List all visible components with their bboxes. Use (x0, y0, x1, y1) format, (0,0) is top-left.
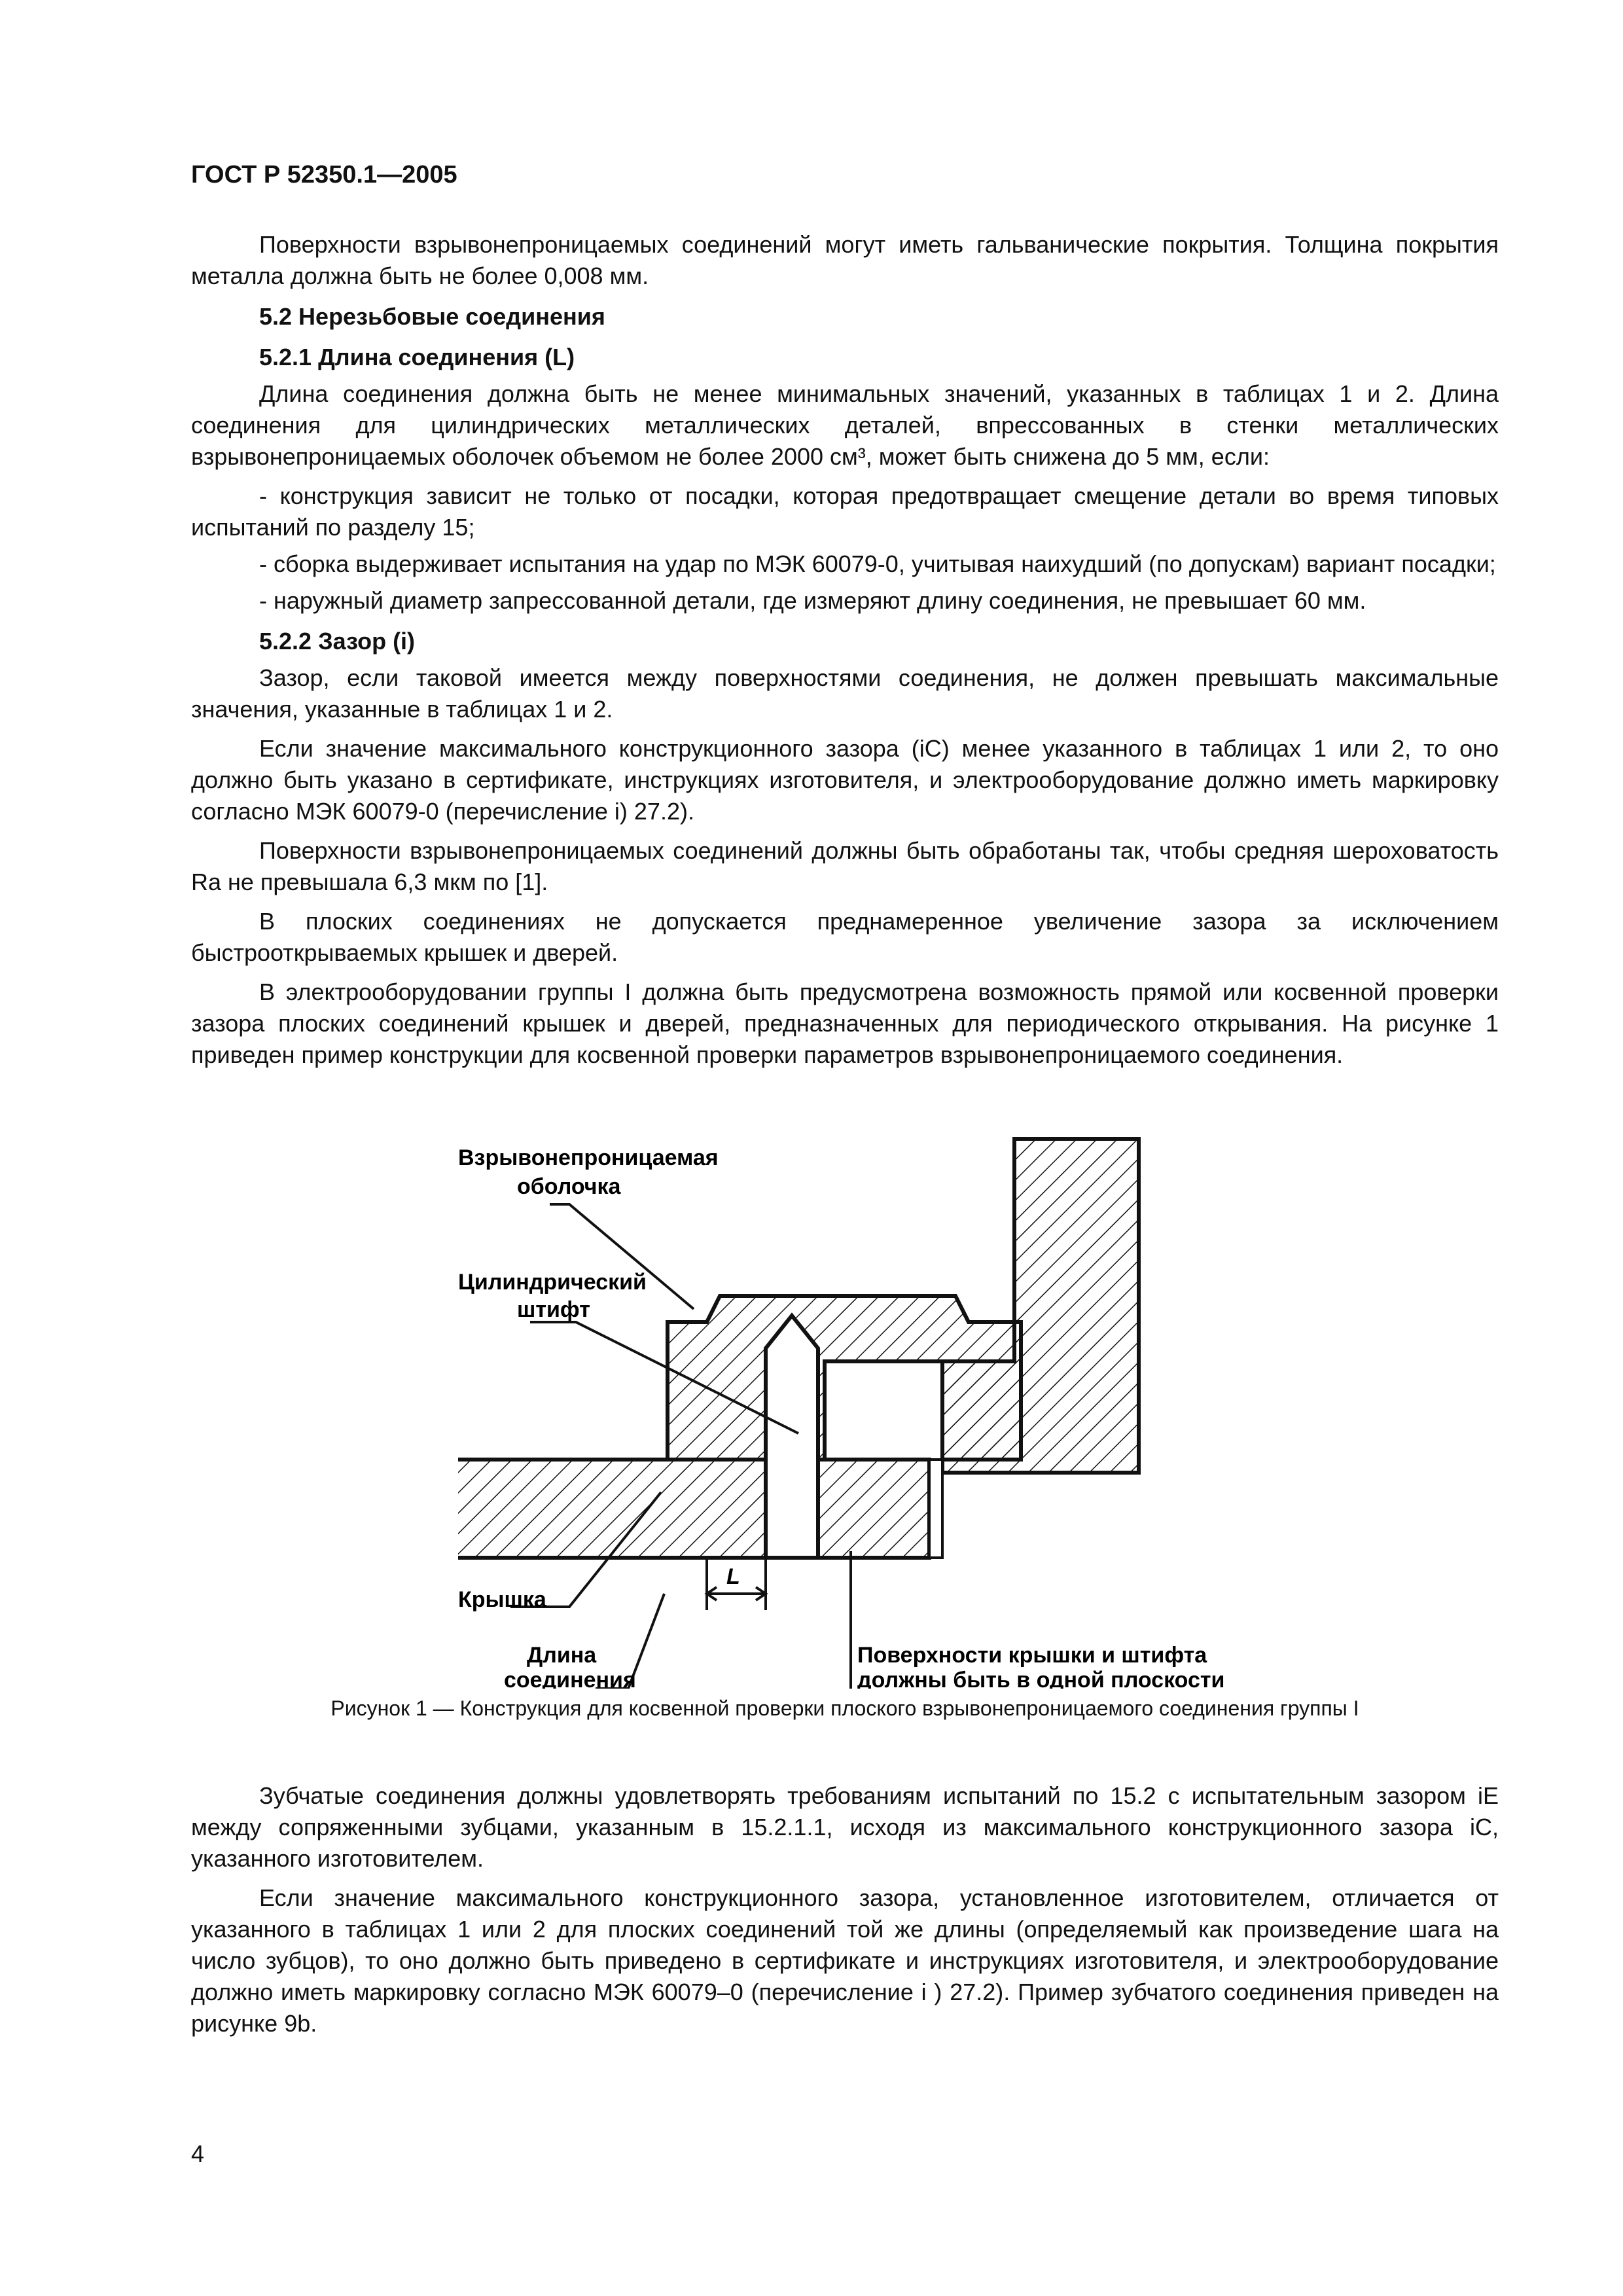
paragraph-5-2-2-1: Зазор, если таковой имеется между поверхностями соединения, не должен превышать максимальные значения, указанные в таблицах 1 и 2. (191, 664, 1499, 723)
label-pin-line1: Цилиндрический (458, 1270, 647, 1295)
label-L: L (726, 1564, 740, 1589)
paragraph-5-2-2-4: В плоских соединениях не допускается преднамеренное увеличение зазора за исключением быстрооткрываемых крышек и дверей. (191, 908, 1499, 966)
intro-paragraph: Поверхности взрывонепроницаемых соединений могут иметь гальванические покрытия. Толщина покрытия металла должна быть не более 0,008 мм. (191, 231, 1499, 289)
cover-plate (458, 1460, 929, 1558)
paragraph-bottom-2: Если значение максимального конструкционного зазора, установленное изготовителем, отличается от указанного в таблицах 1 или 2 для плоских соединений той же длины (определяемый как произведение шага на число зубцов), то оно должно быть приведено в сертификате и инструкциях изготовителя, и электрооборудование должно иметь маркировку согласно МЭК 60079–0 (перечисление i ) 27.2). Пример зубчатого соединения приведен на рисунке 9b. (191, 1884, 1499, 2037)
paragraph-5-2-2-2: Если значение максимального конструкционного зазора (iC) менее указанного в таблицах 1 или 2, то оно должно быть указано в сертификате, инструкциях изготовителя, и электрооборудование должно иметь маркировку согласно МЭК 60079-0 (перечисление i) 27.2). (191, 735, 1499, 825)
label-length-line2: соединения (504, 1668, 636, 1689)
label-pin-line2: штифт (517, 1297, 590, 1322)
figure-caption: Рисунок 1 — Конструкция для косвенной проверки плоского взрывонепроницаемого соединения группы I (330, 1696, 1359, 1720)
paragraph-5-2-2-3: Поверхности взрывонепроницаемых соединений должны быть обработаны так, чтобы средняя шероховатость Ra не превышала 6,3 мкм по [1]. (191, 837, 1499, 895)
paragraph-5-2-2-5: В электрооборудовании группы I должна быть предусмотрена возможность прямой или косвенной проверки зазора плоских соединений крышек и дверей, предназначенных для периодического открывания. На рисунке 1 приведен пример конструкции для косвенной проверки параметров взрывонепроницаемого соединения. (191, 978, 1499, 1068)
figure-1 (458, 1126, 1243, 1689)
paragraph-bottom-1: Зубчатые соединения должны удовлетворять требованиям испытаний по 15.2 с испытательным зазором iE между сопряженными зубцами, указанным в 15.2.1.1, исходя из максимального конструкционного зазора iC, указанного изготовителем. (191, 1782, 1499, 1872)
section-heading-5-2: 5.2 Нерезьбовые соединения (259, 303, 605, 330)
label-surface-line2: должны быть в одной плоскости (857, 1668, 1225, 1689)
page-number: 4 (191, 2140, 205, 2167)
bottom-content (191, 1780, 1499, 2047)
document-header: ГОСТ Р 52350.1—2005 (191, 161, 457, 188)
cylindrical-pin (766, 1316, 818, 1558)
figure-1-drawing (458, 1126, 1243, 1689)
paragraph-5-2-1-1: Длина соединения должна быть не менее минимальных значений, указанных в таблицах 1 и 2. Длина соединения для цилиндрических металлических деталей, впрессованных в стенки металлических взрывонепроницаемых оболочек объемом не более 2000 см³, может быть снижена до 5 мм, если: (191, 380, 1499, 470)
label-shell-line2: оболочка (517, 1174, 621, 1199)
label-length-line1: Длина (527, 1643, 597, 1668)
main-content (191, 229, 1499, 1079)
enclosure-upper-block (668, 1296, 1021, 1460)
label-surface-line1: Поверхности крышки и штифта (857, 1643, 1207, 1668)
list-item-3: - наружный диаметр запрессованной детали, где измеряют длину соединения, не превышает 60 мм. (259, 587, 1366, 614)
section-heading-5-2-1: 5.2.1 Длина соединения (L) (259, 344, 575, 370)
label-cover: Крышка (458, 1587, 546, 1612)
joint-gap (929, 1460, 942, 1558)
list-item-1: - конструкция зависит не только от посадки, которая предотвращает смещение детали во время типовых испытаний по разделу 15; (191, 482, 1499, 541)
section-heading-5-2-2: 5.2.2 Зазор (i) (259, 628, 416, 655)
label-shell-line1: Взрывонепроницаемая (458, 1145, 719, 1170)
list-item-2: - сборка выдерживает испытания на удар по МЭК 60079-0, учитывая наихудший (по допускам) вариант посадки; (259, 550, 1496, 577)
